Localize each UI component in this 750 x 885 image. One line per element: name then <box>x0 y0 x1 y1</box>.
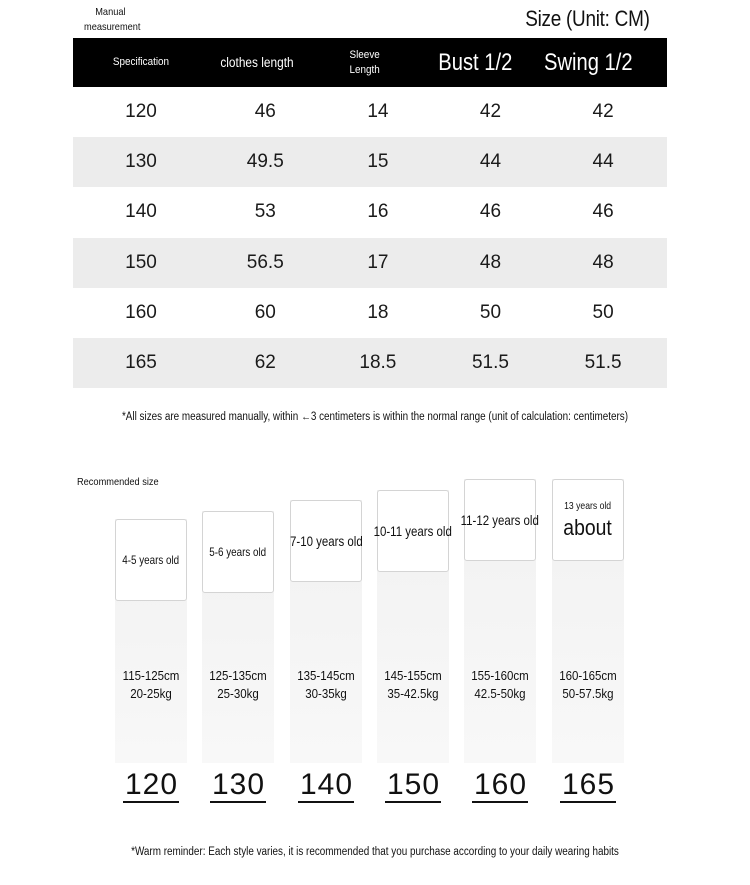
table-cell: 48 <box>479 251 502 273</box>
manual-measurement-label: Manual measurement <box>84 6 141 33</box>
table-cell: 50 <box>479 301 502 323</box>
height-weight-info <box>199 667 276 703</box>
table-cell: 120 <box>125 101 157 123</box>
table-cell: 44 <box>479 151 502 173</box>
recommended-size-column <box>202 511 274 763</box>
recommended-size-column <box>460 479 540 763</box>
recommended-size-column <box>552 479 624 763</box>
header-specification: Specification <box>112 56 170 68</box>
size-number <box>543 768 633 803</box>
table-cell: 46 <box>479 201 502 223</box>
table-cell: 160 <box>125 301 157 323</box>
table-cell: 42 <box>479 101 502 123</box>
table-cell: 18 <box>367 301 389 323</box>
height-weight-info <box>112 667 189 703</box>
size-number <box>193 768 283 803</box>
table-cell: 42 <box>592 101 614 123</box>
table-cell: 46 <box>254 101 276 123</box>
header-swing: Swing 1/2 <box>543 48 633 76</box>
age-label: 4-5 years old <box>122 553 180 567</box>
size-number-text: 130 <box>211 768 266 801</box>
size-number <box>281 768 371 803</box>
table-cell: 17 <box>367 251 389 273</box>
weight-range: 50-57.5kg <box>562 687 614 701</box>
table-cell: 150 <box>125 251 157 273</box>
age-card <box>290 500 362 582</box>
table-cell: 130 <box>125 151 157 173</box>
height-range: 155-160cm <box>471 669 529 683</box>
size-number-text: 150 <box>386 768 441 801</box>
height-weight-info <box>461 667 538 703</box>
recommended-size-title: Recommended size <box>77 476 159 488</box>
table-row <box>73 137 667 187</box>
size-number <box>455 768 545 803</box>
table-cell: 53 <box>254 201 276 223</box>
table-row <box>73 338 667 388</box>
table-cell: 15 <box>367 151 389 173</box>
table-cell: 165 <box>125 352 157 374</box>
recommended-size-column <box>115 519 187 763</box>
table-row <box>73 87 667 137</box>
height-weight-info <box>549 667 626 703</box>
table-cell: 60 <box>254 301 276 323</box>
table-row <box>73 187 667 237</box>
table-cell: 51.5 <box>471 352 509 374</box>
age-label: 13 years old <box>564 499 612 512</box>
table-cell: 46 <box>592 201 614 223</box>
age-card <box>552 479 624 561</box>
size-number-text: 165 <box>561 768 616 801</box>
header-clothes-length: clothes length <box>220 55 294 70</box>
header-sleeve-length: Sleeve Length <box>349 48 380 76</box>
height-weight-info <box>374 667 451 703</box>
table-header-row <box>73 38 667 87</box>
age-label: 5-6 years old <box>209 545 267 559</box>
table-cell: 48 <box>592 251 614 273</box>
table-cell: 51.5 <box>584 352 622 374</box>
weight-range: 20-25kg <box>130 687 172 701</box>
weight-range: 25-30kg <box>217 687 259 701</box>
age-label: 7-10 years old <box>289 533 363 549</box>
table-cell: 14 <box>367 101 389 123</box>
age-label: 10-11 years old <box>373 523 453 539</box>
warm-reminder-note: *Warm reminder: Each style varies, it is recommended that you purchase according to your daily wearing habits <box>131 846 619 858</box>
size-number <box>368 768 458 803</box>
table-row <box>73 288 667 338</box>
table-cell: 16 <box>367 201 389 223</box>
weight-range: 35-42.5kg <box>387 687 439 701</box>
age-card <box>115 519 187 601</box>
table-cell: 140 <box>125 201 157 223</box>
measurement-note: *All sizes are measured manually, within ←3 centimeters is within the normal range (unit of calculation: centimeters) <box>121 411 629 423</box>
height-range: 145-155cm <box>384 669 442 683</box>
age-card <box>373 490 453 572</box>
table-row <box>73 238 667 288</box>
size-number-text: 160 <box>473 768 528 801</box>
weight-range: 30-35kg <box>305 687 347 701</box>
age-label: 11-12 years old <box>460 512 540 528</box>
height-range: 125-135cm <box>209 669 267 683</box>
table-cell: 44 <box>592 151 614 173</box>
header-bust: Bust 1/2 <box>438 48 513 76</box>
table-cell: 50 <box>592 301 614 323</box>
height-range: 115-125cm <box>122 669 180 683</box>
size-number <box>106 768 196 803</box>
height-range: 160-165cm <box>559 669 617 683</box>
height-range: 135-145cm <box>297 669 355 683</box>
size-number-text: 140 <box>299 768 354 801</box>
table-cell: 18.5 <box>359 352 397 374</box>
table-cell: 49.5 <box>246 151 284 173</box>
table-cell: 62 <box>254 352 276 374</box>
table-cell: 56.5 <box>246 251 284 273</box>
weight-range: 42.5-50kg <box>474 687 526 701</box>
about-label: about <box>563 514 613 540</box>
age-card <box>460 479 540 561</box>
recommended-size-column <box>373 490 453 763</box>
size-number-text: 120 <box>124 768 179 801</box>
height-weight-info <box>287 667 364 703</box>
recommended-size-column <box>290 500 362 763</box>
age-card <box>202 511 274 593</box>
size-unit-title: Size (Unit: CM) <box>525 6 650 31</box>
size-table <box>73 38 667 388</box>
